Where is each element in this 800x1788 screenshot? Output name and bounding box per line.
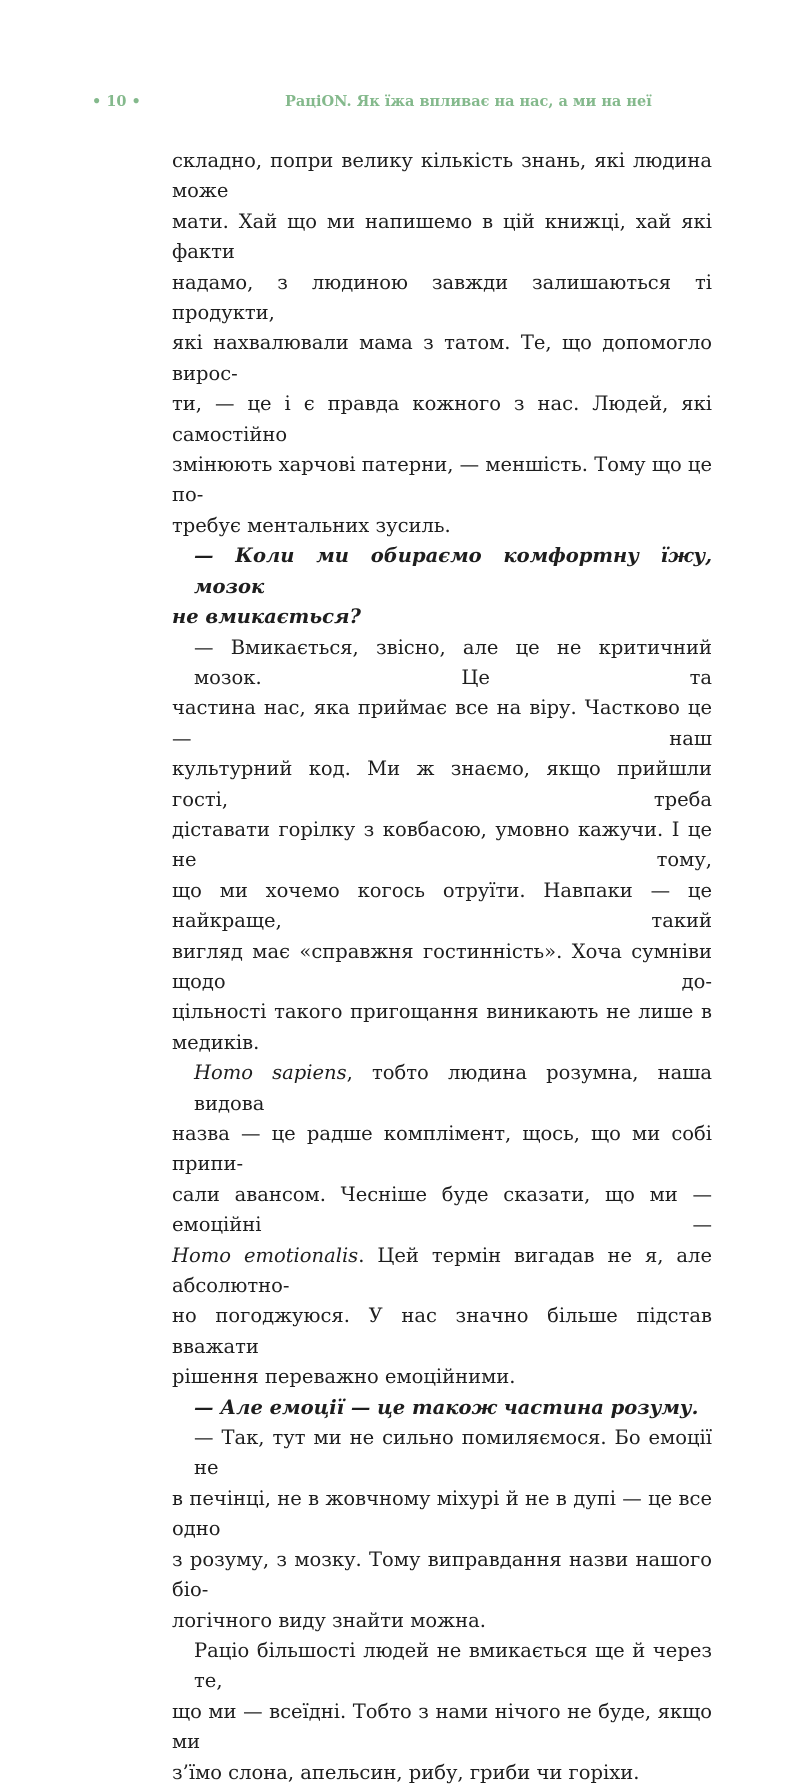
text-fragment: мати. Хай що ми напишемо в цій книжці, хай які факти (172, 209, 712, 264)
text-fragment: цільності такого пригощання виникають не лише в медиків. (172, 1000, 712, 1054)
text-line (172, 1758, 712, 1788)
latin-term: Homo emotionalis (172, 1243, 359, 1267)
text-fragment: назва — це радше комплімент, щось, що ми собі припи- (172, 1122, 712, 1176)
text-line (172, 1697, 712, 1758)
text-fragment: . Цей термін вигадав не я, але абсолютно- (172, 1243, 712, 1298)
text-line (172, 633, 712, 694)
text-fragment: надамо, з людиною завжди залишаються ті продукти, (172, 270, 712, 325)
text-fragment: — Так, тут ми не сильно помиляємося. Бо емоції не (194, 1426, 712, 1480)
text-line (172, 389, 712, 450)
text-line (172, 693, 712, 754)
text-fragment: , тобто людина розумна, наша видова (194, 1061, 712, 1115)
interview-question: — Коли ми обираємо комфортну їжу, мозок (194, 544, 712, 598)
text-line (172, 602, 712, 632)
text-line (172, 1423, 712, 1484)
text-fragment: вигляд має «справжня гостинність». Хоча сумніви щодо до- (172, 939, 712, 993)
text-fragment: требує ментальних зусиль. (172, 513, 451, 537)
text-line (172, 1058, 712, 1119)
text-fragment: ти, — це і є правда кожного з нас. Людей, які самостійно (172, 392, 712, 446)
page-header (92, 93, 712, 115)
text-line (172, 1119, 712, 1180)
text-fragment: складно, попри велику кількість знань, які людина може (172, 149, 712, 203)
text-line (172, 1180, 712, 1241)
text-line (172, 1606, 712, 1636)
text-line (172, 328, 712, 389)
text-line (172, 1545, 712, 1606)
text-fragment: які нахвалювали мама з татом. Те, що допомогло вирос- (172, 331, 712, 385)
text-line (172, 450, 712, 511)
text-fragment: логічного виду знайти можна. (172, 1608, 486, 1632)
text-line (172, 1301, 712, 1362)
running-title: РаціON. Як їжа впливає на нас, а ми на неї (285, 93, 652, 110)
text-line (172, 1241, 712, 1302)
text-fragment: Раціо більшості людей не вмикається ще й через те, (194, 1638, 712, 1693)
text-line (172, 1484, 712, 1545)
text-line (172, 1393, 712, 1423)
text-line (172, 207, 712, 268)
text-fragment: змінюють харчові патерни, — меншість. Тому що це по- (172, 453, 712, 507)
text-line (172, 1636, 712, 1697)
text-line (172, 815, 712, 876)
text-fragment: з розуму, з мозку. Тому виправдання назви нашого біо- (172, 1547, 712, 1602)
body-text (172, 146, 712, 1788)
text-line (172, 146, 712, 207)
text-fragment: сали авансом. Чесніше буде сказати, що ми — емоційні — (172, 1182, 712, 1237)
text-fragment: в печінці, не в жовчному міхурі й не в дупі — це все одно (172, 1486, 712, 1541)
text-fragment: рішення переважно емоційними. (172, 1365, 516, 1389)
interview-question: не вмикається? (172, 605, 361, 629)
text-fragment: культурний код. Ми ж знаємо, якщо прийшли гості, треба (172, 757, 712, 811)
text-line (172, 511, 712, 541)
text-line (172, 268, 712, 329)
text-line (172, 937, 712, 998)
text-fragment: діставати горілку з ковбасою, умовно кажучи. І це не тому, (172, 817, 712, 872)
text-line (172, 876, 712, 937)
text-line (172, 1362, 712, 1392)
text-fragment: частина нас, яка приймає все на віру. Частково це — наш (172, 696, 712, 750)
interview-question: — Але емоції — це також частина розуму. (194, 1395, 699, 1419)
text-fragment: що ми хочемо когось отруїти. Навпаки — це найкраще, такий (172, 878, 712, 933)
text-fragment: но погоджуюся. У нас значно більше підстав вважати (172, 1304, 712, 1358)
text-line (172, 997, 712, 1058)
latin-term: Homo sapiens (194, 1061, 347, 1085)
text-fragment: — Вмикається, звісно, але це не критичний мозок. Це та (194, 635, 712, 689)
text-fragment: що ми — всеїдні. Тобто з нами нічого не буде, якщо ми (172, 1699, 712, 1754)
page-number: • 10 • (92, 93, 141, 110)
text-line (172, 754, 712, 815)
text-fragment: з’їмо слона, апельсин, рибу, гриби чи горіхи. (172, 1760, 640, 1784)
text-line (172, 541, 712, 602)
